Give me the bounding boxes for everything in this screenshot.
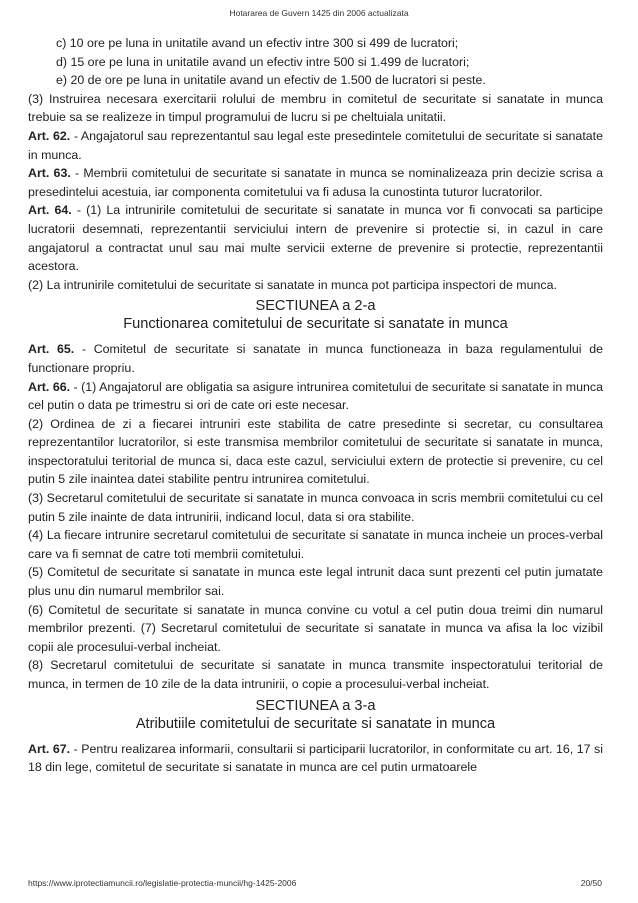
article-62	[28, 127, 603, 164]
list-item: e) 20 de ore pe luna in unitatile avand un efectiv de 1.500 de lucratori si peste.	[56, 73, 486, 88]
section-heading: SECTIUNEA a 3-a	[255, 697, 376, 714]
article-label: Art. 65.	[28, 342, 75, 357]
article-label: Art. 64.	[28, 203, 72, 218]
paragraph: (2) La intrunirile comitetului de securitate si sanatate in munca pot participa inspectori de munca.	[28, 277, 557, 292]
section-title: Atributiile comitetului de securitate si sanatate in munca	[135, 715, 496, 732]
list-item: d) 15 ore pe luna in unitatile avand un efectiv intre 500 si 1.499 de lucratori;	[56, 54, 470, 69]
article-text: - Pentru realizarea informarii, consultarii si participarii lucratorilor, in conformitate cu art. 16, 17 si 18 din lege, comitetul de securitate si sanatate in munca are cel putin urmatoarele	[28, 741, 603, 775]
paragraph: (6) Comitetul de securitate si sanatate in munca convine cu votul a cel putin doua treimi din numarul membrilor prezenti. (7) Secretarul comitetului de securitate si sanatate in munca va afisa la loc vizibil copii ale procesului-verbal incheiat.	[28, 602, 603, 654]
article-67	[28, 740, 603, 777]
section-title: Functionarea comitetului de securitate si sanatate in munca	[123, 316, 508, 333]
article-text: - Angajatorul sau reprezentantul sau legal este presedintele comitetului de securitate si sanatate in munca.	[28, 128, 603, 162]
article-label: Art. 63.	[28, 166, 71, 181]
article-text: - (1) La intrunirile comitetului de securitate si sanatate in munca vor fi convocati sa participe lucratorii desemnati, reprezentantii serviciului intern de prevenire si protectie si, in cazul in care angajatorul a contractat unul sau mai multe servicii externe de prevenire si protectie, reprezentantii acestora.	[28, 203, 604, 274]
section-heading: SECTIUNEA a 2-a	[255, 298, 376, 315]
article-63	[28, 164, 603, 201]
paragraph: (2) Ordinea de zi a fiecarei intruniri este stabilita de catre presedinte si secretar, cu consultarea reprezentantilor lucratorilor, si este transmisa membrilor comitetului de securitate si sanatate in munca, inspectoratului teritorial de munca si, daca este cazul, serviciului extern de protectie si prevenire, cu cel putin 5 zile inaintea datei stabilite pentru intrunirea comitetului.	[28, 416, 603, 487]
article-label: Art. 62.	[28, 128, 71, 143]
article-65	[28, 340, 603, 377]
article-label: Art. 67.	[28, 741, 71, 756]
document-body	[28, 34, 603, 777]
article-text: - Membrii comitetului de securitate si sanatate in munca se nominalizeaza prin decizie scrisa a presedintelui acestuia, iar componenta comitetului va fi adusa la cunostinta tuturor lucratorilor.	[28, 166, 603, 199]
paragraph: (5) Comitetul de securitate si sanatate in munca este legal intrunit daca sunt prezenti cel putin jumatate plus unu din numarul membrilor sai.	[28, 565, 603, 599]
article-text: - Comitetul de securitate si sanatate in munca functioneaza in baza regulamentului de functionare propriu.	[28, 342, 603, 375]
paragraph: (4) La fiecare intrunire secretarul comitetului de securitate si sanatate in munca incheie un proces-verbal care va fi semnat de catre toti membrii comitetului.	[28, 528, 603, 561]
paragraph: (3) Secretarul comitetului de securitate si sanatate in munca convoaca in scris membrii comitetului cu cel putin 5 zile inainte de data intrunirii, indicand locul, data si ora stabilite.	[28, 491, 603, 524]
article-66	[28, 378, 603, 415]
paragraph: (8) Secretarul comitetului de securitate si sanatate in munca transmite inspectoratului teritorial de munca, in termen de 10 zile de la data intrunirii, o copie a procesului-verbal incheiat.	[28, 658, 603, 691]
paragraph: (3) Instruirea necesara exercitarii rolului de membru in comitetul de securitate si sanatate in munca trebuie sa se realizeze in timpul programului de lucru si pe cheltuiala unitatii.	[28, 91, 603, 125]
article-64	[28, 201, 603, 275]
article-text: - (1) Angajatorul are obligatia sa asigure intrunirea comitetului de securitate si sanatate in munca cel putin o data pe trimestru si ori de cate ori este necesar.	[28, 379, 603, 413]
footer-url[interactable]: https://www.iprotectiamuncii.ro/legislatie-protectia-muncii/hg-1425-2006	[28, 878, 297, 888]
article-label: Art. 66.	[28, 379, 71, 394]
document-header: Hotararea de Guvern 1425 din 2006 actualizata	[229, 8, 409, 18]
page-number: 20/50	[580, 878, 602, 888]
list-item: c) 10 ore pe luna in unitatile avand un efectiv intre 300 si 499 de lucratori;	[56, 36, 459, 50]
